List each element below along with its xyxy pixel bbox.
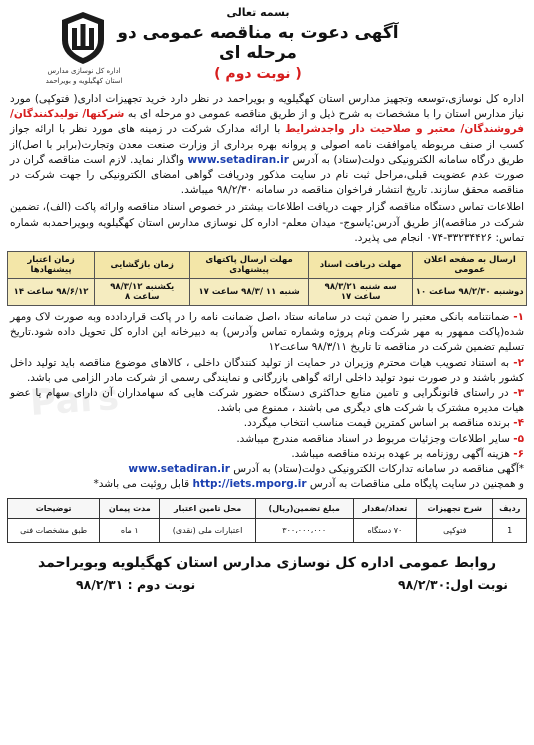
footer-organization: روابط عمومی اداره کل نوسازی مدارس استان کهگیلویه وبویراحمد (37, 555, 496, 572)
schedule-header-cell: زمان بازگشایی (95, 252, 190, 279)
bismillah: بسمه تعالی (226, 6, 290, 19)
items-row (8, 519, 527, 543)
condition-text: برنده مناقصه بر اساس کمترین قیمت مناسب انتخاب میگردد. (243, 417, 510, 430)
intro-p1-part-b: با ارائه مدارک شرکت در زمینه های مورد نظر با ارائه جواز کسب از صنف مربوطه یاموافقت نامه اصولی و پروانه بهره برداری از وزارت صنعت معدن وتجارت(برابر با اصل)از طریق درگاه سامانه الکترونیکی دولت(ستاد) به آدرس (10, 123, 524, 166)
condition-number: ۱- (513, 311, 524, 324)
condition-number: ۴- (513, 417, 524, 430)
condition-number: ۶- (513, 447, 524, 460)
condition-item (10, 310, 524, 356)
schedule-header-row (8, 252, 527, 279)
intro-p1-part-a: اداره کل نوسازی،توسعه وتجهیز مدارس استان کهگیلویه و بویراحمد در نظر دارد خرید تجهیزات اداری( فتوکپی) مورد نیاز مدارس استان را با مشخصات به شرح ذیل و از طریق مناقصه عمومی دو مرحله ای به (10, 93, 524, 121)
schedule-value-cell: دوشنبه ۹۸/۲/۳۰ ساعت ۱۰ (413, 279, 527, 306)
intro-paragraph-2: اطلاعات تماس دستگاه مناقصه گزار جهت دریافت اطلاعات بیشتر در خصوص اسناد مناقصه وارائه پاکت (الف)، تضمین شرکت در مناقصه)از طریق آدرس:یاسوج- میدان معلم- اداره کل نوسازی مدارس استان کهگیلویه وبویراحمدبه شماره تماس: ۳۳۲۳۴۴۲۶-۰۷۴ انجام می پذیرد. (10, 201, 524, 244)
items-header-cell: محل تامین اعتبار (160, 499, 256, 519)
eligible-bidders: شرکتها/ تولیدکنندگان/فروشندگان/ معتبر و صلاحیت دار واجدشرایط (10, 108, 524, 136)
condition-number: ۳- (513, 387, 524, 400)
condition-item (10, 432, 524, 447)
condition-item (10, 416, 524, 431)
publication-notice (6, 462, 528, 492)
items-cell: ۷۰ دستگاه (353, 519, 417, 543)
schedule-header-cell: ارسال به صفحه اعلان عمومی (413, 252, 527, 279)
schedule-value-cell: شنبه ۱۱ /۹۸/۳ ساعت ۱۷ (190, 279, 309, 306)
watermark: Pars (28, 376, 121, 425)
setad-link[interactable]: www.setadiran.ir (187, 153, 289, 166)
condition-text: در راستای قانونگرایی و تامین منابع حداکثری دستگاه حضور شرکت هایی که سهامداران آن دارای سهام یا عضو هیات مدیره مشترک با شرکت های دیگری می باشند ، ممنوع می باشد. (10, 387, 524, 415)
condition-text: سایر اطلاعات وجزئیات مربوط در اسناد مناقصه مندرج میباشد. (236, 432, 510, 445)
items-cell: فتوکپی (417, 519, 493, 543)
logo (14, 10, 154, 92)
items-cell: طبق مشخصات فنی (8, 519, 100, 543)
schedule-header-cell: مهلت ارسال پاکتهای پیشنهادی (190, 252, 309, 279)
notice-line-1-text: *آگهی مناقصه در سامانه تدارکات الکترونیکی دولت(ستاد) به آدرس (233, 463, 524, 476)
header (6, 4, 528, 92)
schedule-header-cell: مهلت دریافت اسناد (308, 252, 413, 279)
first-publication-date: نوبت اول:۹۸/۲/۳۰ (398, 577, 508, 593)
organization-logo-icon (56, 10, 110, 66)
iets-link[interactable]: http://iets.mporg.ir (192, 478, 307, 491)
logo-text (14, 66, 154, 86)
schedule-value-cell: ۹۸/۶/۱۲ ساعت ۱۴ (8, 279, 95, 306)
condition-text: به استناد تصویب هیات محترم وزیران در حمایت از تولید کنندگان داخلی ، کالاهای موضوع مناقصه باید تولید داخل کشور باشند و در صورت نبود تولید داخلی ارائه گواهی بازرگانی و نمایندگی رسمی از شرکت مادر الزامی می باشد. (10, 356, 524, 384)
second-publication-date: نوبت دوم : ۹۸/۲/۳۱ (76, 577, 196, 593)
items-header-cell: توضیحات (8, 499, 100, 519)
schedule-value-cell: سه شنبه ۹۸/۳/۲۱ ساعت ۱۷ (308, 279, 413, 306)
notice-line-2 (10, 477, 524, 492)
setad-link-notice[interactable]: www.setadiran.ir (128, 463, 230, 476)
notice-line-1 (10, 462, 524, 477)
items-cell: ۳۰۰،۰۰۰،۰۰۰ (255, 519, 353, 543)
schedule-value-row (8, 279, 527, 306)
items-header-cell: مبلغ تضمین(ریال) (255, 499, 353, 519)
condition-text: ضمانتنامه بانکی معتبر را ضمن ثبت در سامانه ستاد ،اصل ضمانت نامه را در پاکت قراردادده وبه صورت لاک ومهر شده(پاکت ممهور به مهر شرکت ونام پروژه وشماره تماس وآدرس) به دبیرخانه این اداره کل تحویل داده شود.تاریخ تسلیم تضمین شرکت در مناقصه تا تاریخ ۹۸/۳/۱۱ ساعت۱۲ (10, 311, 524, 354)
schedule-header-cell: زمان اعتبار پیشنهادها (8, 252, 95, 279)
schedule-value-cell: یکشنبه ۹۸/۳/۱۲ ساعت ۸ (95, 279, 190, 306)
conditions-list (6, 310, 528, 462)
items-header-cell: شرح تجهیزات (417, 499, 493, 519)
condition-number: ۲- (513, 356, 524, 369)
intro-paragraph-1 (10, 92, 524, 198)
condition-item (10, 356, 524, 386)
condition-item (10, 386, 524, 416)
condition-number: ۵- (513, 432, 524, 445)
logo-line-1: اداره کل نوسازی مدارس (47, 67, 121, 75)
items-table (7, 498, 527, 543)
items-cell: 1 (493, 519, 527, 543)
page-title: آگهی دعوت به مناقصه عمومی دو مرحله ای (117, 23, 399, 63)
items-header-cell: تعداد/مقدار (353, 499, 417, 519)
condition-item (10, 447, 524, 462)
intro-p1-part-c: واگذار نماید. لازم است مناقصه گران در صورت عدم عضویت قبلی،مراحل ثبت نام در سایت مذکور ودریافت گواهی امضای الکترونیکی را جهت شرکت در مناقصه محقق سازند. تاریخ انتشار فراخوان مناقصه در سامانه ۹۸/۲/۳۰ میباشد. (10, 153, 524, 197)
notice-line-2-text: و همچنین در سایت پایگاه ملی مناقصات به آدرس (309, 478, 524, 491)
schedule-table (7, 251, 527, 306)
logo-line-2: استان کهگیلویه و بویراحمد (45, 77, 123, 85)
page-subtitle: ( نوبت دوم ) (214, 66, 302, 82)
notice-line-2-end: قابل روئیت می باشد* (93, 478, 190, 491)
footer-dates (6, 577, 528, 601)
items-header-cell: مدت پیمان (100, 499, 160, 519)
items-cell: ۱ ماه (100, 519, 160, 543)
items-header-cell: ردیف (493, 499, 527, 519)
items-cell: اعتبارات ملی (نقدی) (160, 519, 256, 543)
items-header-row (8, 499, 527, 519)
condition-text: هزینه آگهی روزنامه بر عهده برنده مناقصه میباشد. (291, 447, 510, 460)
intro-text (6, 92, 528, 246)
